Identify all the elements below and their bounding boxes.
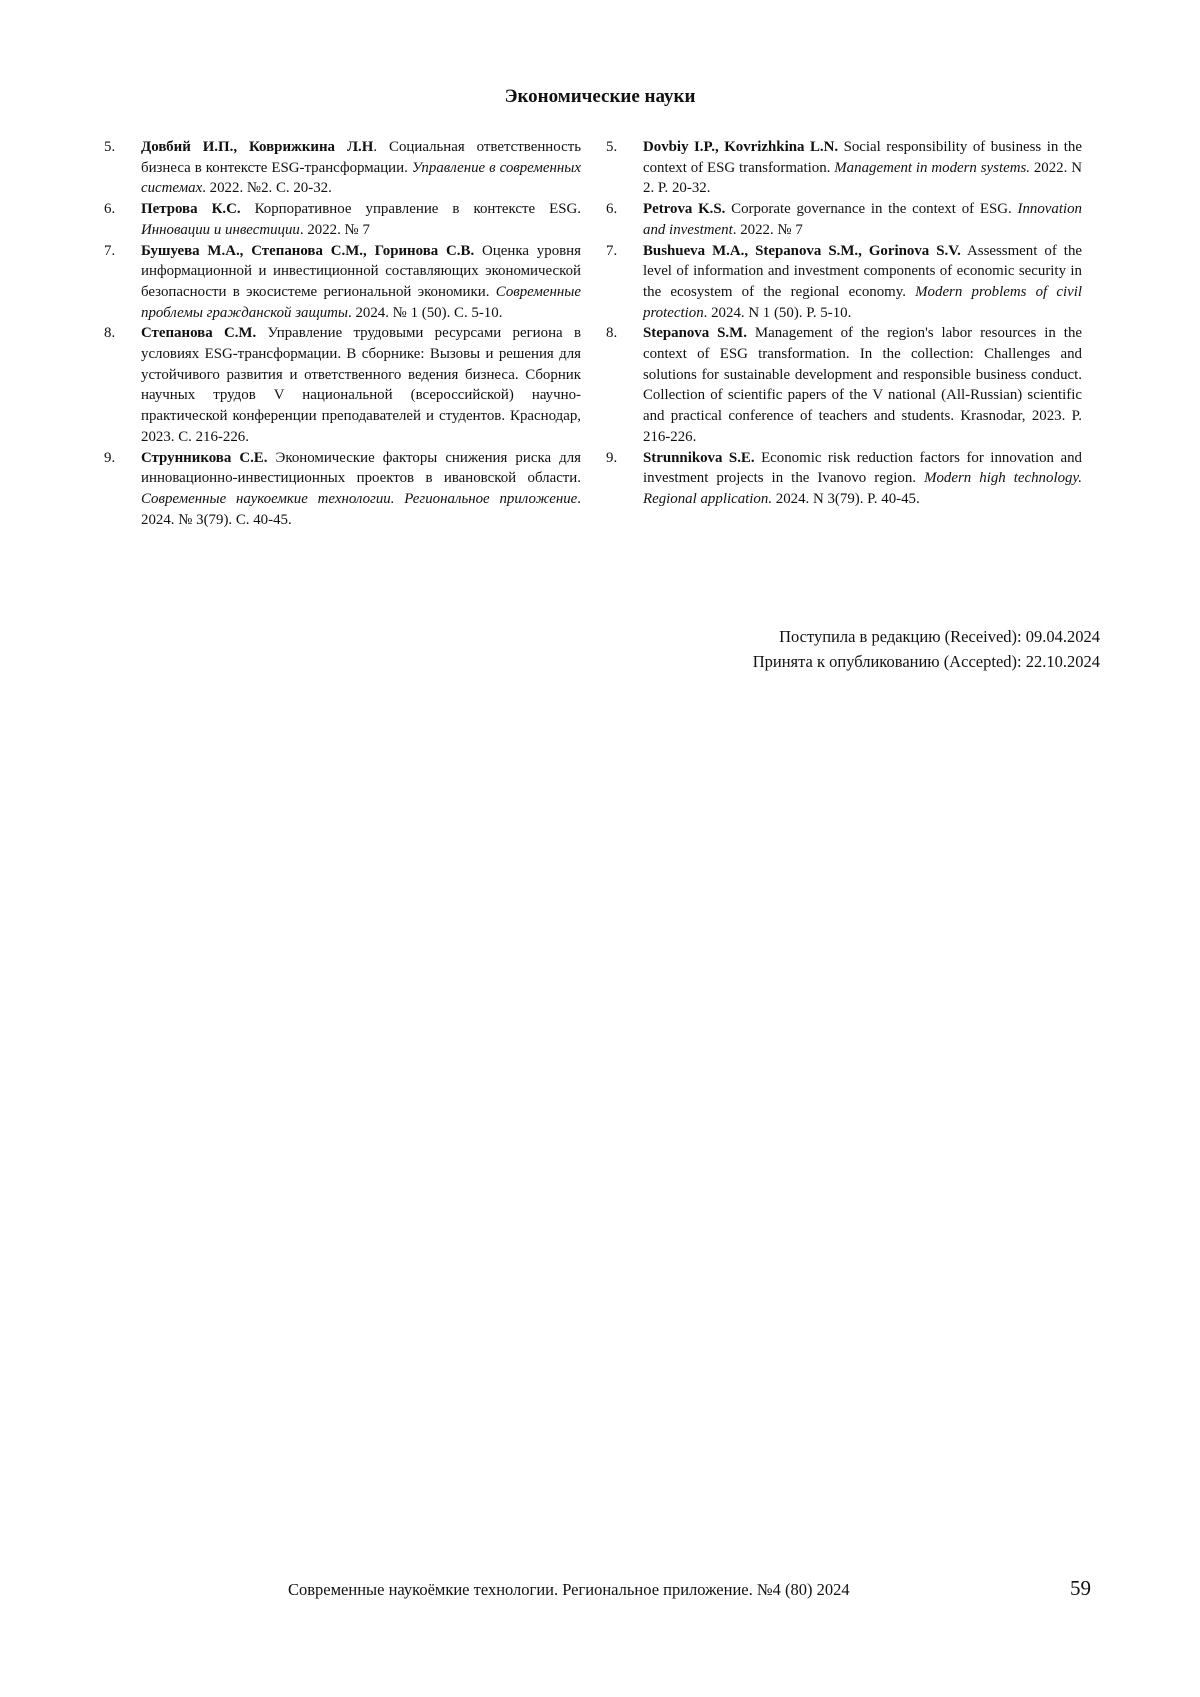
journal-name: Современные наукоёмкие технологии. Региональное приложение. №4 (80) 2024 — [288, 1580, 850, 1599]
reference-item — [104, 448, 581, 531]
reference-title: Management of the region's labor resources in the context of ESG transformation. In the collection: Challenges and solutions for sustainable development and responsible business conduct. Collection of scientific papers of the V national (All-Russian) scientific and practical conference of teachers and students. Krasnodar, 2023. P. 216-226. — [643, 325, 1082, 445]
reference-title: Управление трудовыми ресурсами региона в условиях ESG-трансформации. В сборнике: Вызовы и решения для устойчивого развития и ответственного ведения бизнеса. Сборник научных трудов V национальной (всероссийской) научно-практической конференции преподавателей и студентов. Краснодар, 2023. С. 216-226. — [141, 325, 581, 445]
reference-details: . 2024. № 1 (50). С. 5-10. — [348, 304, 503, 321]
reference-source: Innovation and investment — [643, 201, 1082, 238]
page-number: 59 — [1070, 1576, 1091, 1600]
reference-number: 5. — [606, 139, 618, 155]
reference-details: . 2022. № 7 — [732, 221, 803, 238]
reference-title: Экономические факторы снижения риска для инновационно-инвестиционных проектов в ивановской области. — [141, 449, 581, 487]
reference-item — [104, 199, 581, 240]
reference-details: 2022. N 2. P. 20-32. — [643, 159, 1082, 197]
reference-number: 8. — [104, 325, 116, 342]
reference-number: 5. — [104, 139, 116, 155]
reference-source: Modern problems of civil protection — [643, 283, 1082, 321]
reference-details: 2024. N 3(79). P. 40-45. — [772, 490, 920, 507]
reference-details: . 2022. №2. С. 20-32. — [202, 180, 332, 197]
reference-title: Оценка уровня информационной и инвестиционной составляющих экономической безопасности в экосистеме региональной экономики. — [141, 242, 581, 300]
reference-number: 8. — [606, 325, 618, 342]
reference-item — [104, 241, 581, 324]
reference-authors: Довбий И.П., Коврижкина Л.Н — [141, 139, 374, 155]
reference-item — [104, 137, 581, 199]
reference-authors: Strunnikova S.E. — [643, 449, 755, 466]
reference-source: Management in modern systems. — [834, 159, 1030, 176]
reference-number: 7. — [104, 242, 116, 259]
reference-item — [606, 199, 1082, 240]
reference-item — [606, 448, 1082, 510]
reference-title: . Социальная ответственность бизнеса в контексте ESG-трансформации. — [141, 139, 582, 176]
reference-authors: Bushueva M.A., Stepanova S.M., Gorinova S.V. — [643, 242, 961, 259]
reference-item — [104, 323, 581, 447]
reference-source: Инновации и инвестиции — [141, 221, 300, 238]
references-list-ru — [104, 137, 581, 530]
reference-number: 6. — [606, 201, 618, 218]
reference-source: Современные проблемы гражданской защиты — [141, 283, 581, 321]
reference-authors: Бушуева М.А., Степанова С.М., Горинова С.В. — [141, 242, 475, 259]
reference-authors: Petrova K.S. — [643, 201, 726, 218]
reference-details: . 2022. № 7 — [299, 221, 370, 238]
reference-number: 7. — [606, 242, 618, 259]
reference-source: Современные наукоемкие технологии. Региональное приложение — [141, 490, 578, 507]
reference-item — [606, 323, 1082, 447]
reference-title: Assessment of the level of information and investment components of economic security in the ecosystem of the regional economy. — [643, 242, 1082, 300]
submission-dates — [753, 624, 1100, 674]
received-date: Поступила в редакцию (Received): 09.04.2024 — [779, 627, 1100, 646]
references-list-en — [606, 137, 1082, 510]
reference-title: Economic risk reduction factors for innovation and investment projects in the Ivanovo region. — [643, 449, 1082, 487]
reference-number: 6. — [104, 201, 116, 218]
reference-source: Modern high technology. Regional application. — [643, 470, 1082, 507]
reference-details: . 2024. N 1 (50). P. 5-10. — [703, 304, 852, 321]
reference-title: Social responsibility of business in the context of ESG transformation. — [643, 139, 1082, 176]
reference-title: Корпоративное управление в контексте ESG. — [240, 201, 581, 218]
reference-authors: Stepanova S.M. — [643, 325, 747, 342]
reference-authors: Dovbiy I.P., Kovrizhkina L.N. — [643, 139, 839, 155]
accepted-date: Принята к опубликованию (Accepted): 22.10.2024 — [752, 652, 1100, 671]
reference-item — [606, 241, 1082, 324]
reference-details: . 2024. № 3(79). С. 40-45. — [141, 490, 581, 528]
reference-authors: Степанова С.М. — [141, 325, 257, 342]
reference-number: 9. — [606, 449, 618, 466]
reference-source: Управление в современных системах — [141, 159, 581, 197]
section-title: Экономические науки — [504, 86, 696, 107]
reference-authors: Струнникова С.Е. — [141, 449, 268, 466]
reference-item — [606, 137, 1082, 199]
reference-title: Corporate governance in the context of ESG. — [725, 201, 1018, 218]
reference-number: 9. — [104, 449, 116, 466]
reference-authors: Петрова К.С. — [141, 201, 241, 218]
